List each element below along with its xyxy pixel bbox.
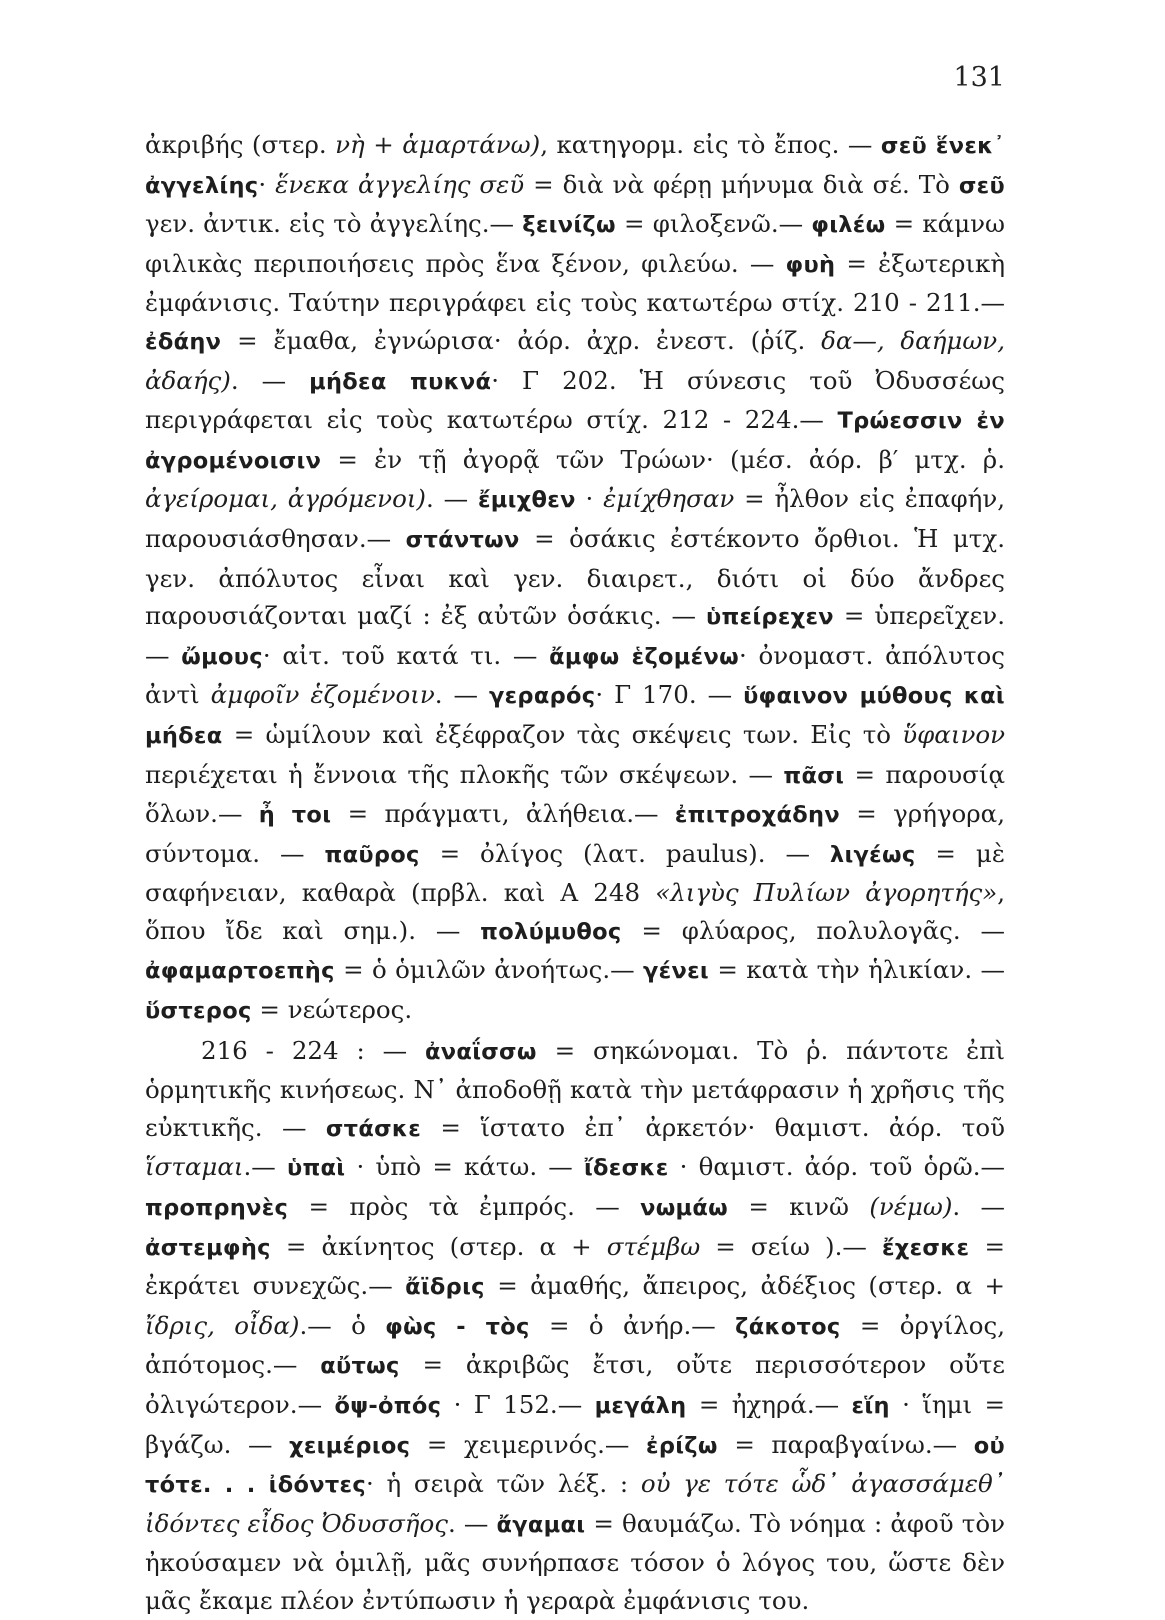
gloss-text: = νεώτερος. (251, 995, 413, 1025)
lemma-term: ἄγαμαι (496, 1511, 586, 1538)
gloss-text: = ὡμίλουν καὶ ἐξέφραζον τὰς σκέψεις των. Εἰς τὸ (222, 719, 903, 749)
gloss-text: . — (952, 1192, 1006, 1222)
lemma-term: ἐδάην (145, 328, 222, 355)
lemma-term: προπρηνὲς (145, 1195, 289, 1222)
lemma-term: φιλέω (811, 212, 886, 239)
gloss-text: γεν. ἀντικ. εἰς τὸ ἀγγελίης.— (145, 209, 523, 239)
gloss-text: . — (426, 484, 478, 514)
gloss-text: = κατὰ τὴν ἡλικίαν. — (709, 955, 1005, 985)
lemma-term: ὕφαινον μύθους καὶ μήδεα (145, 683, 1005, 749)
lemma-term: ἀστεμφὴς (145, 1234, 271, 1261)
lemma-term: ἀφαμαρτοεπὴς (145, 958, 335, 985)
gloss-text: · Γ 202. Ἡ σύνεσις τοῦ Ὀδυσσέως περιγράφεται εἰς τοὺς κατωτέρω στίχ. 212 - 224.— (145, 365, 1005, 435)
lemma-term: ὑπαὶ (286, 1155, 346, 1182)
gloss-text: = σείω ).— (700, 1231, 882, 1261)
lemma-term: νωμάω (640, 1195, 729, 1222)
italic-text: ἴδρις, οἶδα) (145, 1310, 300, 1340)
lemma-term: φὼς - τὸς (385, 1313, 530, 1340)
gloss-text: · θαμιστ. ἀόρ. τοῦ ὁρῶ.— (668, 1152, 1005, 1182)
lemma-term: ἄμφω ἑζομένω (549, 643, 739, 670)
lemma-term: ὑπείρεχεν (705, 604, 834, 631)
lemma-term: πολύμυθος (480, 918, 622, 945)
italic-text: δα—, δαήμων, ἀδαής) (145, 325, 1005, 395)
gloss-text: = ἠχηρά.— (686, 1390, 852, 1419)
italic-text: ἵσταμαι (145, 1152, 244, 1182)
gloss-text: = γρήγορα, σύντομα. — (145, 799, 1005, 868)
gloss-text: · ἡ σειρὰ τῶν λέξ. : (365, 1469, 641, 1499)
gloss-text: · (258, 169, 276, 199)
italic-text: ὕφαινον (902, 719, 1005, 749)
gloss-text: = πράγματι, ἀλήθεια.— (331, 799, 675, 829)
italic-text: οὐ γε τότε ὧδ᾽ ἀγασσάμεθ᾽ ἰδόντες εἶδος Ὀδυσσῆος (145, 1469, 1005, 1538)
gloss-text: = ὀλίγος (λατ. paulus). — (419, 838, 830, 868)
lemma-term: ξεινίζω (522, 212, 616, 239)
lemma-term: ἀναΐσσω (425, 1038, 537, 1065)
lemma-term: σεῦ (958, 172, 1005, 199)
lemma-term: ἔμιχθεν (477, 487, 576, 514)
lemma-term: ὤμους (181, 643, 263, 670)
gloss-text: = ὁ ὁμιλῶν ἀνοήτως.— (334, 955, 644, 985)
gloss-text: = ἔμαθα, ἐγνώρισα· ἀόρ. ἀχρ. ἐνεστ. (ῥίζ. (221, 325, 822, 355)
italic-text: ἕνεκα ἀγγελίης σεῦ (275, 169, 525, 199)
gloss-text: = χειμερινός.— (410, 1429, 646, 1459)
gloss-text: = ὁ ἀνήρ.— (529, 1310, 736, 1340)
lemma-term: ἔχεσκε (881, 1234, 970, 1261)
commentary-text (145, 126, 1005, 1620)
gloss-text: = μὲ σαφήνειαν, καθαρὰ (πρβλ. καὶ Α 248 (145, 838, 1005, 908)
gloss-text: · αἰτ. τοῦ κατά τι. — (262, 640, 550, 670)
lemma-term: ζάκοτος (735, 1313, 841, 1340)
lemma-term: παῦρος (324, 841, 420, 868)
gloss-text: = διὰ νὰ φέρῃ μήνυμα διὰ σέ. Τὸ (524, 169, 959, 199)
gloss-text: .— ὁ (299, 1310, 386, 1340)
gloss-text: · Γ 170. — (595, 680, 744, 710)
paragraph-glosses-216-224 (145, 1032, 1005, 1620)
lemma-term: ὕστερος (145, 998, 252, 1025)
gloss-text: = ἐκράτει συνεχῶς.— (145, 1231, 1005, 1301)
lemma-term: πᾶσι (783, 762, 845, 789)
lemma-term: στάντων (405, 526, 520, 553)
lemma-term: σεῦ ἕνεκ᾽ ἀγγελίης (145, 133, 1005, 199)
lemma-term: ὄψ-ὀπός (334, 1393, 442, 1419)
gloss-text: ἀκριβής (στερ. (145, 130, 336, 159)
gloss-text: , κατηγορμ. εἰς τὸ ἔπος. — (540, 130, 881, 159)
gloss-text: · ὀνομαστ. ἀπόλυτος ἀντὶ (145, 640, 1006, 710)
gloss-text: = κινῶ (728, 1192, 870, 1222)
gloss-text: · (575, 484, 604, 514)
lemma-term: στάσκε (325, 1115, 422, 1142)
lemma-term: φυὴ (785, 251, 836, 278)
lemma-term: ἦ τοι (258, 802, 332, 829)
lemma-term: ἐρίζω (646, 1432, 718, 1459)
italic-text: ἐμίχθησαν (603, 484, 735, 514)
lemma-term: μεγάλη (594, 1393, 687, 1419)
lemma-term: μήδεα πυκνά (309, 368, 492, 395)
lemma-term: χειμέριος (289, 1432, 411, 1459)
lemma-term: ἄϊδρις (405, 1274, 485, 1301)
lemma-term: λιγέως (829, 841, 916, 868)
paragraph-glosses-main (145, 126, 1005, 1031)
gloss-text: = κάμνω φιλικὰς περιποιήσεις πρὸς ἕνα ξένον, φιλεύω. — (145, 209, 1005, 278)
italic-text: ἀγείρομαι, ἀγρόμενοι) (145, 484, 426, 514)
gloss-text: = ἀμαθής, ἄπειρος, ἀδέξιος (στερ. α + (484, 1271, 1005, 1301)
gloss-text: = ὀργίλος, ἀπότομος.— (145, 1310, 1005, 1380)
gloss-text: , ὅπου ἴδε καὶ σημ.). — (145, 878, 1006, 945)
gloss-text: . — (230, 365, 310, 395)
gloss-text: · ὑπὸ = κάτω. — (345, 1152, 584, 1182)
lemma-term: γένει (643, 958, 709, 985)
gloss-text: .— (243, 1152, 287, 1182)
lemma-term: ἐπιτροχάδην (674, 802, 840, 829)
italic-text: «λιγὺς Πυλίων ἀγορητής» (655, 878, 998, 908)
italic-text: νὴ + ἁμαρτάνω) (335, 130, 541, 159)
lemma-term: Τρώεσσιν ἐν ἀγρομένοισιν (145, 408, 1005, 474)
gloss-text: 216 - 224 : — (201, 1035, 425, 1065)
italic-text: στέμβω (606, 1231, 701, 1261)
gloss-text: = σηκώνομαι. Τὸ ῥ. πάντοτε ἐπὶ ὁρμητικῆς κινήσεως. Ν᾽ ἀποδοθῇ κατὰ τὴν μετάφρασιν ἡ χρῆσις τῆς εὐκτικῆς. — (145, 1035, 1005, 1142)
gloss-text: · ἵημι = βγάζω. — (145, 1390, 1005, 1459)
gloss-text: = ἐξωτερικὴ ἐμφάνισις. Ταύτην περιγράφει εἰς τοὺς κατωτέρω στίχ. 210 - 211.— (145, 248, 1005, 318)
gloss-text: = παρουσίᾳ ὅλων.— (145, 759, 1005, 829)
page-number: 131 (953, 62, 1005, 93)
italic-text: (νέμω) (869, 1192, 953, 1222)
gloss-text: = ἵστατο ἐπ᾽ ἀρκετόν· θαμιστ. ἀόρ. τοῦ (421, 1112, 1006, 1142)
gloss-text: = ἀκριβῶς ἔτσι, οὔτε περισσότερον οὔτε ὀλιγώτερον.— (145, 1350, 1005, 1419)
gloss-text: περιέχεται ἡ ἔννοια τῆς πλοκῆς τῶν σκέψεων. — (145, 759, 784, 789)
gloss-text: = παραβγαίνω.— (717, 1429, 974, 1459)
gloss-text: = πρὸς τὰ ἐμπρός. — (288, 1192, 641, 1222)
gloss-text: . — (447, 1508, 497, 1538)
gloss-text: . — (434, 680, 489, 710)
gloss-text: = ἦλθον εἰς ἐπαφήν, παρουσιάσθησαν.— (145, 484, 1006, 553)
gloss-text: = ὑπερεῖχεν. — (145, 601, 1005, 670)
gloss-text: · Γ 152.— (441, 1390, 595, 1419)
gloss-text: = ἐν τῇ ἀγορᾷ τῶν Τρώων· (μέσ. ἀόρ. β′ μτχ. ῥ. (321, 444, 1005, 474)
lemma-term: οὐ τότε. . . ἰδόντες (145, 1432, 1005, 1499)
gloss-text: = ὁσάκις ἐστέκοντο ὄρθιοι. Ἡ μτχ. γεν. ἀπόλυτος εἶναι καὶ γεν. διαιρετ., διότι οἱ δύο ἄνδρες παρουσιάζονται μαζί : ἐξ αὐτῶν ὁσάκις. — (145, 523, 1005, 631)
gloss-text: = φλύαρος, πολυλογᾶς. — (621, 915, 1005, 945)
gloss-text: = θαυμάζω. Τὸ νόημα : ἀφοῦ τὸν ἠκούσαμεν νὰ ὁμιλῇ, μᾶς συνήρπασε τόσον ὁ λόγος του, ὥστε δὲν μᾶς ἔκαμε πλέον ἐντύπωσιν ἡ γεραρὰ ἐμφάνισις του. (145, 1508, 1005, 1615)
gloss-text: = φιλοξενῶ.— (615, 209, 812, 239)
lemma-term: ἴδεσκε (583, 1155, 669, 1182)
lemma-term: γεραρός (488, 683, 596, 710)
lemma-term: εἵη (851, 1393, 890, 1419)
italic-text: ἀμφοῖν ἑζομένοιν (210, 680, 435, 710)
lemma-term: αὔτως (320, 1353, 400, 1380)
gloss-text: = ἀκίνητος (στερ. α + (270, 1231, 607, 1261)
